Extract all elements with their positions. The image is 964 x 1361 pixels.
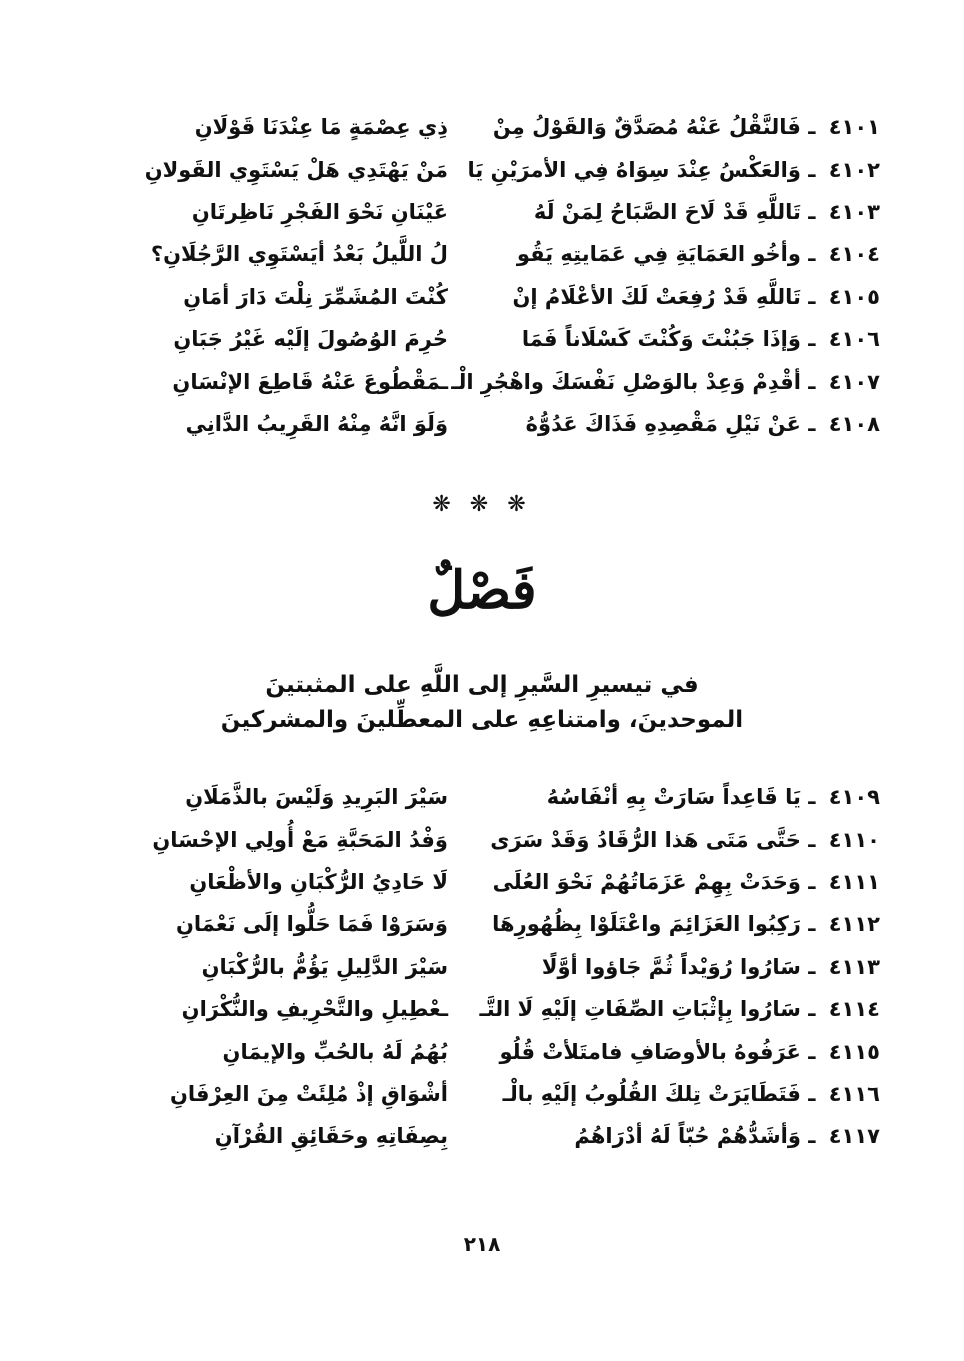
- verse-number: ٤١١٦: [828, 1081, 880, 1106]
- verse-second-hemistich: سَيْرَ الدَّلِيلِ يَؤُمُّ بالرُّكْبَانِ: [201, 954, 448, 979]
- verse-first-hemistich: ٤١١٦ ـ فَتَطَايَرَتْ تِلكَ القُلُوبُ إلَيْهِ بالْـ: [502, 1081, 880, 1106]
- verse-second-hemistich: وَفْدُ المَحَبَّةِ مَعْ أُولِي الإحْسَانِ: [152, 827, 448, 852]
- verse-number: ٤١١٠: [828, 827, 880, 852]
- verse-number: ٤١٠٤: [828, 242, 880, 267]
- verse-first-text: فَالنَّقْلُ عَنْهُ مُصَدَّقٌ وَالقَوْلُ مِنْ: [492, 115, 801, 140]
- verse-first-hemistich: ٤١١٧ ـ وَأشَدُّهُمْ حُبّاً لَهُ أدْرَاهُمُ: [574, 1124, 880, 1149]
- verse-number: ٤١٠٩: [828, 785, 880, 810]
- verse-first-text: تَاللَّهِ قَدْ لَاحَ الصَّبَاحُ لِمَنْ لَهُ: [533, 199, 801, 224]
- verse-first-hemistich: ٤١١٢ ـ رَكِبُوا العَزَائِمَ واعْتَلَوْا بِظُهُورِهَا: [492, 912, 880, 937]
- verse-row: [80, 776, 880, 818]
- verse-number: ٤١٠٢: [828, 157, 880, 182]
- verse-number: ٤١١٢: [828, 912, 880, 937]
- verse-first-hemistich: ٤١٠٦ ـ وَإذَا جَبُنْتَ وَكُنْتَ كَسْلَاناً فَمَا: [521, 327, 880, 352]
- verse-first-text: سَارُوا رُوَيْداً ثُمَّ جَاؤوا أوَّلًا: [541, 954, 801, 979]
- verse-row: [80, 818, 880, 860]
- verse-number: ٤١١٣: [828, 954, 880, 979]
- verse-first-text: فَتَطَايَرَتْ تِلكَ القُلُوبُ إلَيْهِ بالْـ: [502, 1081, 801, 1106]
- verse-row: [80, 360, 880, 402]
- verse-number: ٤١٠٥: [828, 284, 880, 309]
- verses-section-2: [80, 776, 880, 1158]
- verse-second-hemistich: مَنْ يَهْتَدِي هَلْ يَسْتَوِي القَولانِ: [144, 157, 448, 182]
- chapter-title: فَصْلٌ: [427, 560, 537, 621]
- verse-first-hemistich: ٤١٠٢ ـ وَالعَكْسُ عِنْدَ سِوَاهُ فِي الأمرَيْنِ يَا: [467, 157, 880, 182]
- verse-number: ٤١١٤: [828, 997, 880, 1022]
- verse-first-text: وأخُو العَمَايَةِ فِي عَمَايتِهِ يَقُو: [516, 242, 801, 267]
- verse-second-hemistich: سَيْرَ البَرِيدِ وَلَيْسَ بالذَّمَلَانِ: [185, 785, 448, 810]
- verse-second-hemistich: وَلَوَ انَّهُ مِنْهُ القَرِيبُ الدَّانِي: [185, 411, 448, 436]
- section-separator: ❋ ❋ ❋: [432, 492, 532, 517]
- verse-second-hemistich: ذِي عِصْمَةٍ مَا عِنْدَنَا قَوْلَانِ: [194, 115, 448, 140]
- verse-first-text: يَا قَاعِداً سَارَتْ بِهِ أنْفَاسُهُ: [546, 785, 801, 810]
- verse-second-hemistich: بُهُمُ لَهُ بالحُبِّ والإيمَانِ: [222, 1039, 448, 1064]
- verse-row: [80, 318, 880, 360]
- page-number: ٢١٨: [463, 1232, 501, 1256]
- verse-first-hemistich: ٤١١٤ ـ سَارُوا بِإثْبَاتِ الصِّفَاتِ إلَيْهِ لَا التَّـ: [479, 997, 880, 1022]
- verse-first-hemistich: ٤١١٥ ـ عَرَفُوهُ بالأوصَافِ فامتَلأتْ قُلُو: [499, 1039, 880, 1064]
- verse-row: [80, 276, 880, 318]
- verse-number: ٤١٠١: [828, 115, 880, 140]
- verse-first-hemistich: ٤١٠٩ ـ يَا قَاعِداً سَارَتْ بِهِ أنْفَاسُهُ: [546, 785, 880, 810]
- verse-first-text: عَرَفُوهُ بالأوصَافِ فامتَلأتْ قُلُو: [499, 1039, 801, 1064]
- verse-first-text: عَنْ نَيْلِ مَقْصِدِهِ فَذَاكَ عَدُوُّهُ: [525, 411, 801, 436]
- verse-row: [80, 1073, 880, 1115]
- verse-number: ٤١٠٨: [828, 411, 880, 436]
- verses-section-1: [80, 106, 880, 445]
- verse-first-hemistich: ٤١٠٧ ـ أقْدِمْ وَعِدْ بالوَصْلِ نَفْسَكَ واهْجُرِ الْـ: [451, 369, 880, 394]
- verse-number: ٤١١١: [828, 869, 880, 894]
- verse-row: [80, 148, 880, 190]
- verse-number: ٤١١٥: [828, 1039, 880, 1064]
- verse-first-hemistich: ٤١٠٣ ـ تَاللَّهِ قَدْ لَاحَ الصَّبَاحُ لِمَنْ لَهُ: [533, 199, 880, 224]
- verse-first-hemistich: ٤١٠٨ ـ عَنْ نَيْلِ مَقْصِدِهِ فَذَاكَ عَدُوُّهُ: [525, 411, 880, 436]
- verse-first-hemistich: ٤١١١ ـ وَحَدَتْ بِهِمْ عَزَمَاتُهُمْ نَحْوَ العُلَى: [492, 869, 880, 894]
- verse-first-hemistich: ٤١١٣ ـ سَارُوا رُوَيْداً ثُمَّ جَاؤوا أوَّلًا: [541, 954, 880, 979]
- verse-second-hemistich: عَيْنَانِ نَحْوَ الفَجْرِ نَاظِرتَانِ: [191, 199, 448, 224]
- verse-row: [80, 1030, 880, 1072]
- verse-second-hemistich: ـمَقْطُوعَ عَنْهُ قَاطِعَ الإنْسَانِ: [172, 369, 448, 394]
- verse-second-hemistich: وَسَرَوْا فَمَا حَلُّوا إلَى نَعْمَانِ: [175, 912, 448, 937]
- verse-first-text: وَأشَدُّهُمْ حُبّاً لَهُ أدْرَاهُمُ: [574, 1124, 801, 1149]
- verse-second-hemistich: كُنْتَ المُشَمِّرَ نِلْتَ دَارَ أمَانِ: [183, 284, 448, 309]
- verse-first-text: سَارُوا بِإثْبَاتِ الصِّفَاتِ إلَيْهِ لَا التَّـ: [479, 997, 801, 1022]
- verse-second-hemistich: ـعْطِيلِ والتَّحْرِيفِ والنُّكْرَانِ: [181, 997, 448, 1022]
- verse-number: ٤١٠٦: [828, 327, 880, 352]
- verse-row: [80, 861, 880, 903]
- verse-second-hemistich: لَا حَادِيُ الرُّكْبَانِ والأظْعَانِ: [189, 869, 448, 894]
- verse-first-hemistich: ٤١٠٤ ـ وأخُو العَمَايَةِ فِي عَمَايتِهِ يَقُو: [516, 242, 880, 267]
- verse-first-hemistich: ٤١١٠ ـ حَتَّى مَتَى هَذا الرُّقَادُ وَقَدْ سَرَى: [490, 827, 880, 852]
- verse-row: [80, 191, 880, 233]
- verse-row: [80, 903, 880, 945]
- verse-number: ٤١٠٧: [828, 369, 880, 394]
- verse-first-hemistich: ٤١٠١ ـ فَالنَّقْلُ عَنْهُ مُصَدَّقٌ وَالقَوْلُ مِنْ: [492, 115, 880, 140]
- verse-number: ٤١١٧: [828, 1124, 880, 1149]
- verse-number: ٤١٠٣: [828, 199, 880, 224]
- verse-row: [80, 106, 880, 148]
- chapter-heading-line-1: في تيسيرِ السَّيرِ إلى اللَّهِ على المثبتينَ: [265, 672, 699, 698]
- verse-first-text: حَتَّى مَتَى هَذا الرُّقَادُ وَقَدْ سَرَى: [490, 827, 801, 852]
- verse-second-hemistich: لُ اللَّيلُ بَعْدُ أيَسْتَوِي الرَّجُلَانِ؟: [150, 242, 448, 267]
- verse-row: [80, 988, 880, 1030]
- verse-first-text: وَإذَا جَبُنْتَ وَكُنْتَ كَسْلَاناً فَمَا: [521, 327, 801, 352]
- verse-second-hemistich: أشْوَاقِ إذْ مُلِئَتْ مِنَ العِرْفَانِ: [169, 1081, 448, 1106]
- verse-first-text: رَكِبُوا العَزَائِمَ واعْتَلَوْا بِظُهُورِهَا: [492, 912, 801, 937]
- verse-second-hemistich: بِصِفَاتِهِ وحَقَائِقِ القُرْآنِ: [214, 1124, 448, 1149]
- verse-first-text: وَحَدَتْ بِهِمْ عَزَمَاتُهُمْ نَحْوَ العُلَى: [492, 869, 801, 894]
- verse-first-text: أقْدِمْ وَعِدْ بالوَصْلِ نَفْسَكَ واهْجُرِ الْـ: [451, 369, 801, 394]
- verse-first-text: تَاللَّهِ قَدْ رُفِعَتْ لَكَ الأعْلَامُ إنْ: [512, 284, 801, 309]
- verse-row: [80, 946, 880, 988]
- verse-row: [80, 1115, 880, 1157]
- verse-first-hemistich: ٤١٠٥ ـ تَاللَّهِ قَدْ رُفِعَتْ لَكَ الأعْلَامُ إنْ: [512, 284, 880, 309]
- verse-row: [80, 403, 880, 445]
- verse-row: [80, 233, 880, 275]
- verse-first-text: وَالعَكْسُ عِنْدَ سِوَاهُ فِي الأمرَيْنِ يَا: [467, 157, 801, 182]
- verse-second-hemistich: حُرِمَ الوُصُولَ إلَيْه غَيْرُ جَبَانِ: [173, 327, 448, 352]
- chapter-heading-line-2: الموحدينَ، وامتناعِهِ على المعطِّلينَ والمشركينَ: [220, 707, 744, 733]
